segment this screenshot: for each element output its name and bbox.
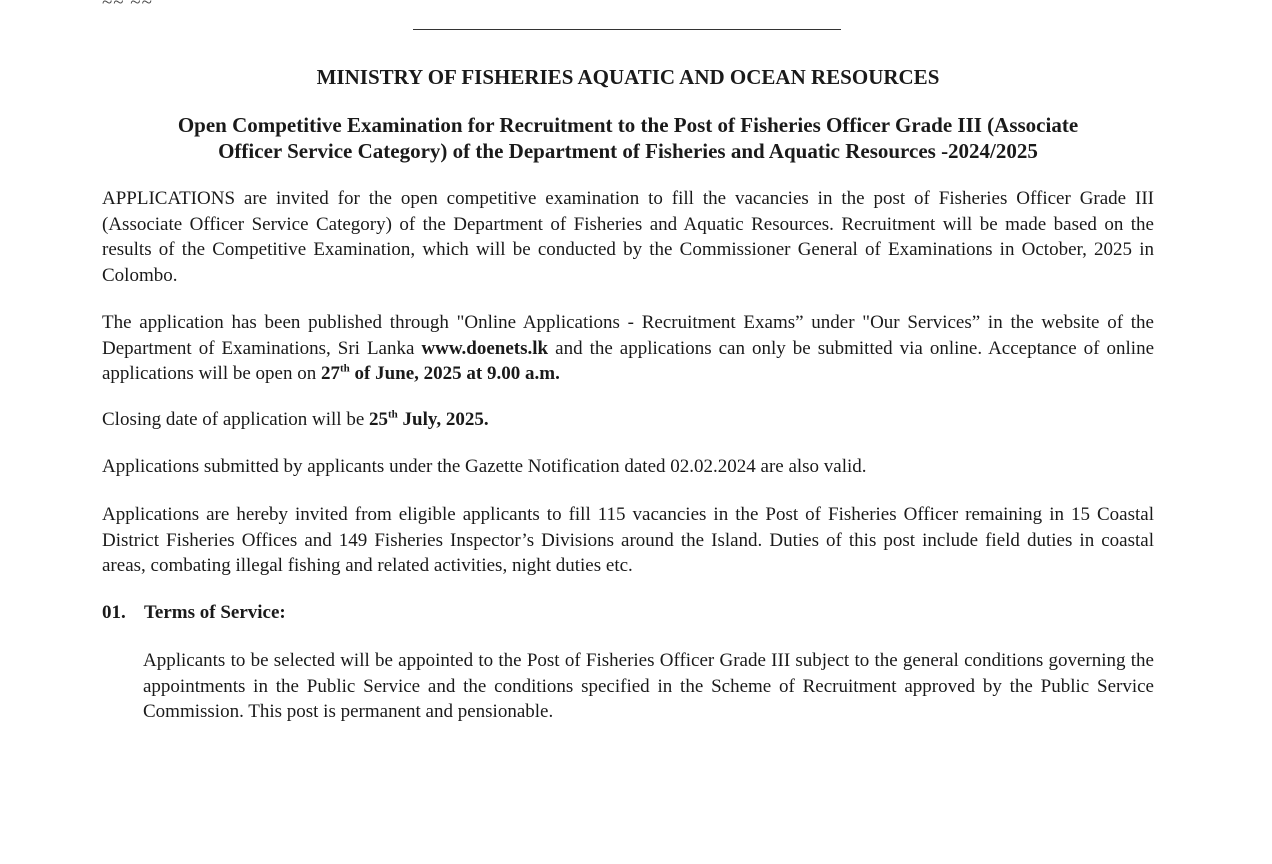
closing-date <box>369 409 489 430</box>
header-rule <box>413 29 841 30</box>
website-link[interactable]: www.doenets.lk <box>421 337 549 359</box>
opening-day-suffix: th <box>339 362 350 375</box>
gazette-validity-paragraph: Applications submitted by applicants under the Gazette Notification dated 02.02.2024 are also valid. <box>102 456 867 477</box>
vacancies-paragraph: Applications are hereby invited from eligible applicants to fill 115 vacancies in the Post of Fisheries Officer remaining in 15 Coastal District Fisheries Offices and 149 Fisheries Inspector’s Divisions around the Island. Duties of this post include field duties in coastal areas, combating illegal fishing and related activities, night duties etc. <box>102 504 1154 576</box>
closing-date-rest: July, 2025. <box>397 409 489 430</box>
closing-text: Closing date of application will be <box>102 409 370 430</box>
intro-paragraph: APPLICATIONS are invited for the open competitive examination to fill the vacancies in the post of Fisheries Officer Grade III (Associate Officer Service Category) of the Department of Fisheries and Aquatic Resources. Recruitment will be made based on the results of the Competitive Examination, which will be conducted by the Commissioner General of Examinations in October, 2025 in Colombo. <box>102 188 1154 286</box>
opening-day: 27 <box>320 363 340 384</box>
ministry-heading: MINISTRY OF FISHERIES AQUATIC AND OCEAN RESOURCES <box>316 65 940 89</box>
publication-text-a: The application has been published through "Online Applications - Recruitment Exams” under "Our Services” in the website of the Department of Examinations, Sri Lanka <box>102 312 1154 359</box>
section-terms-of-service-heading <box>102 600 286 626</box>
closing-day-suffix: th <box>388 408 398 421</box>
notice-title-line-1: Open Competitive Examination for Recruitment to the Post of Fisheries Officer Grade III (Associate <box>177 113 1079 137</box>
notice-title <box>90 112 1166 164</box>
publication-text-b: and the applications can only be submitted via online. Acceptance of online applications will be open on <box>102 337 1155 384</box>
section-number: 01. <box>102 602 126 623</box>
page-top-fragment: ~~ ~~ <box>102 0 153 13</box>
application-publication-paragraph <box>102 310 1154 387</box>
opening-date <box>321 363 560 384</box>
closing-date-paragraph <box>102 407 1154 433</box>
terms-of-service-paragraph: Applicants to be selected will be appointed to the Post of Fisheries Officer Grade III subject to the general conditions governing the appointments in the Public Service and the conditions specified in the Scheme of Recruitment approved by the Public Service Commission. This post is permanent and pensionable. <box>143 650 1154 722</box>
closing-day: 25 <box>369 409 389 430</box>
opening-date-rest: of June, 2025 at 9.00 a.m. <box>349 363 560 384</box>
section-title: Terms of Service: <box>144 602 286 623</box>
notice-title-line-2: Officer Service Category) of the Department of Fisheries and Aquatic Resources -2024/2025 <box>218 139 1038 163</box>
